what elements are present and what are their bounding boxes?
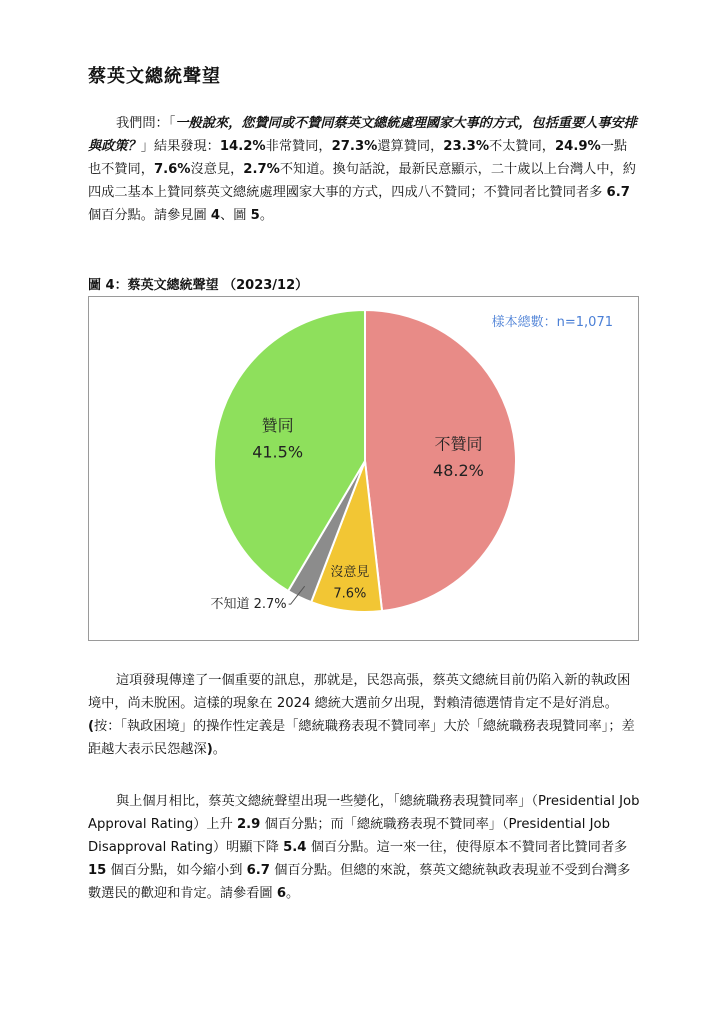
sample-size-note: 樣本總數：n=1,071 [491, 315, 613, 330]
pie-chart [89, 297, 638, 640]
figure-caption: 圖 4：蔡英文總統聲望 （2023/12） [88, 278, 309, 293]
slice-value-3: 41.5% [252, 442, 304, 462]
survey-question: 一般說來，您贊同或不贊同蔡英文總統處理國家大事的方式，包括重要人事安排與政策？ [88, 116, 637, 154]
slice-label-0: 不贊同 [434, 434, 483, 454]
slice-outside-label: 不知道 2.7% [210, 597, 287, 613]
paragraph-interpretation: 這項發現傳達了一個重要的訊息，那就是，民怨高張，蔡英文總統目前仍陷入新的執政困境中，尚未脫困。這樣的現象在 2024 總統大選前夕出現，對賴清德選情肯定不是好消息。(按：「執政困境」的操作性定義是「總統職務表現不贊同率」大於「總統職務表現贊同率」；差距越大表示民怨越深)。 [88, 673, 635, 757]
slice-value-0: 48.2% [433, 461, 484, 481]
pie-chart-frame [88, 296, 639, 641]
slice-value-1: 7.6% [333, 586, 367, 602]
paragraph-comparison: 與上個月相比，蔡英文總統聲望出現一些變化，「總統職務表現贊同率」（Presidential Job Approval Rating）上升 2.9 個百分點；而「總統職務表現不贊同率」（Presidential Job Disapproval Rating）明顯下降 5.4 個百分點。這一來一往，使得原本不贊同者比贊同者多 15 個百分點，如今縮小到 6.7 個百分點。但總的來說，蔡英文總統執政表現並不受到台灣多數選民的歡迎和肯定。請參看圖 6。 [88, 794, 640, 901]
slice-label-3: 贊同 [261, 416, 294, 436]
slice-label-1: 沒意見 [330, 564, 370, 580]
doc-title: 蔡英文總統聲望 [88, 66, 221, 87]
paragraph-question: 我們問：「一般說來，您贊同或不贊同蔡英文總統處理國家大事的方式，包括重要人事安排與政策？」結果發現：14.2%非常贊同，27.3%還算贊同，23.3%不太贊同，24.9%一點也不贊同，7.6%沒意見，2.7%不知道。換句話說，最新民意顯示，二十歲以上台灣人中，約四成二基本上贊同蔡英文總統處理國家大事的方式，四成八不贊同；不贊同者比贊同者多 6.7 個百分點。請參見圖 4、圖 5。 [88, 116, 637, 223]
